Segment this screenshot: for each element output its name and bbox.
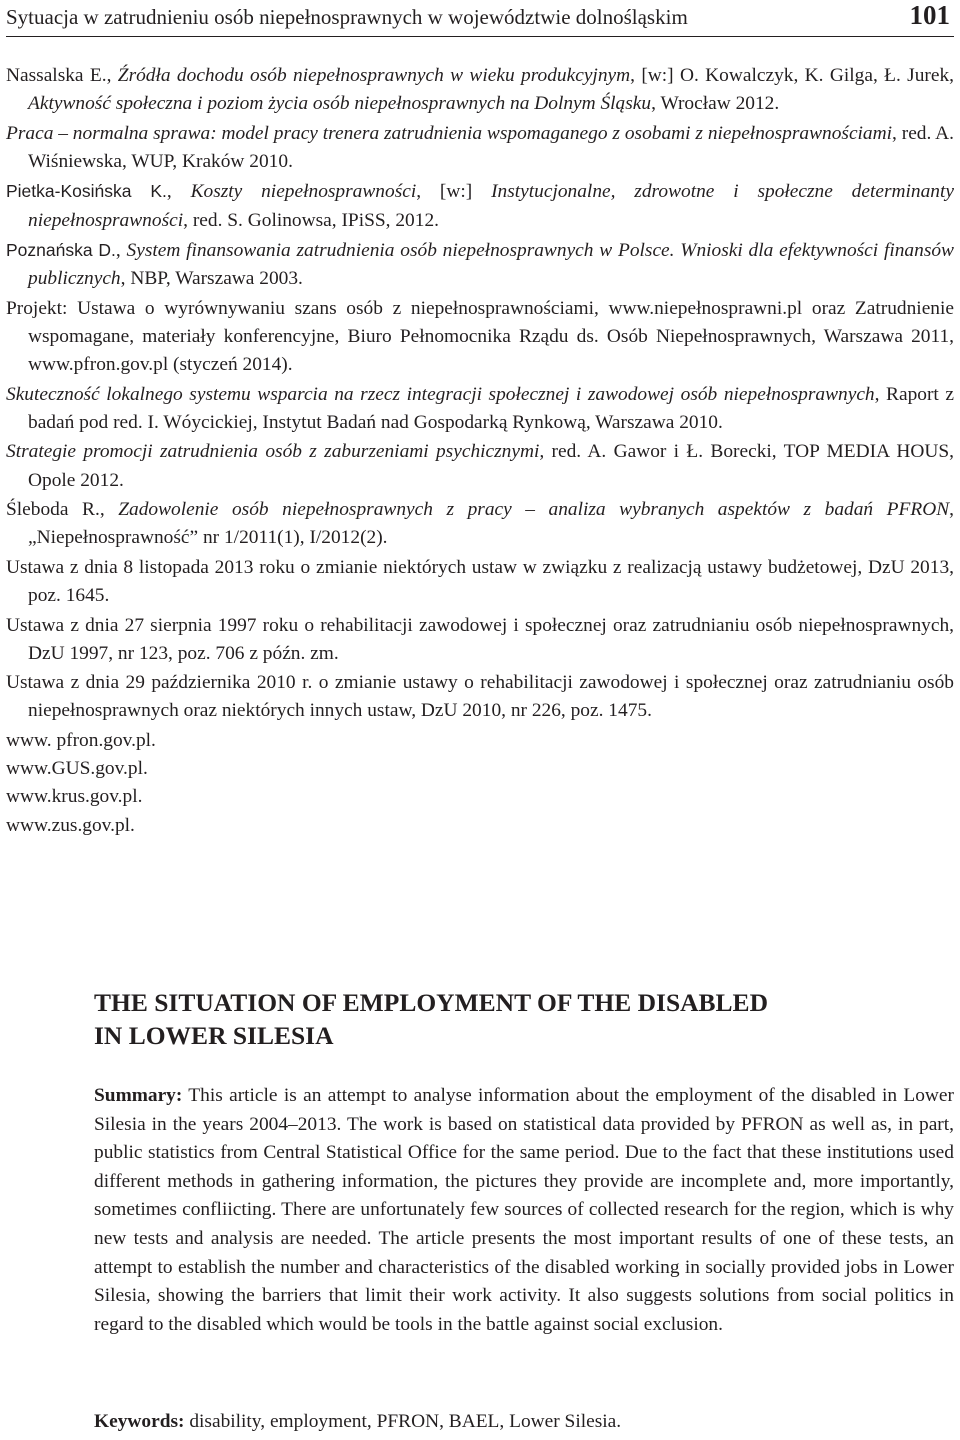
ref-segment: System finansowania zatrudnienia osób niepełnosprawnych w Polsce. Wnioski dla efektywności finansów publicznych <box>28 240 954 290</box>
reference-entry <box>6 236 954 293</box>
ref-segment: Strategie promocji zatrudnienia osób z zaburzeniami psychicznymi, <box>6 441 545 463</box>
ref-segment: Praca – normalna sprawa: model pracy trenera zatrudnienia wspomaganego z osobami z niepełnosprawnościami <box>6 122 893 144</box>
reference-entry <box>6 381 954 437</box>
keywords-label: Keywords: <box>94 1411 185 1432</box>
ref-segment: , <box>166 181 191 203</box>
summary-text: This article is an attempt to analyse information about the employment of the disabled in Lower Silesia in the years 2004–2013. The work is based on statistical data provided by PFRON as well as, in part, public statistics from Central Statistical Office for the same period. Due to the fact that these institutions used different methods in gathering information, the pictures they provide are incomplete and, more importantly, sometimes confliicting. There are unfortunately few sources of collected research for the region, which is why new tests and analysis are needed. The article presents the most important results of one of these tests, an attempt to establish the number and characteristics of the disabled working in socially provided jobs in Lower Silesia, showing the barriers that limit their work activity. It also suggests solutions from social politics in regard to the disabled which would be tools in the battle against social exclusion. <box>94 1085 954 1335</box>
ref-author: Śleboda R. <box>6 499 100 521</box>
ref-author: Pietka-Kosińska K. <box>6 181 167 202</box>
website-entry: www.zus.gov.pl. <box>6 814 135 836</box>
ref-segment: Nassalska E., <box>6 65 118 86</box>
ref-segment: , <box>99 499 119 521</box>
ref-segment: Ustawa z dnia 8 listopada 2013 roku o zmianie niektórych ustaw w związku z realizacją ustawy budżetowej, DzU 2013, poz. 1645. <box>6 556 954 607</box>
reference-entry <box>6 612 954 668</box>
website-entry: www.GUS.gov.pl. <box>6 758 148 780</box>
reference-entry <box>6 438 954 494</box>
english-summary <box>94 1082 954 1339</box>
bibliography <box>6 62 954 840</box>
english-title-line: THE SITUATION OF EMPLOYMENT OF THE DISABLED <box>94 988 768 1017</box>
ref-segment: Instytucjonalne, zdrowotne i społeczne determinanty niepełnosprawności <box>28 181 954 231</box>
ref-segment: Zadowolenie osób niepełnosprawnych z pracy – analiza wybranych aspektów z badań PFRON <box>118 499 950 521</box>
running-title: Sytuacja w zatrudnieniu osób niepełnosprawnych w województwie dolnośląskim <box>6 5 688 29</box>
ref-segment: , [w:] O. Kowalczyk, K. Gilga, Ł. Jurek, <box>630 65 955 86</box>
header-rule <box>6 36 954 37</box>
ref-segment: , „Niepełnosprawność” nr 1/2011(1), I/2012(2). <box>28 499 954 549</box>
ref-segment: red. A. Gawor i Ł. Borecki, TOP MEDIA HOUS, Opole 2012. <box>28 441 954 491</box>
keywords <box>94 1408 954 1436</box>
ref-segment: , Raport z badań pod red. I. Wóycickiej, Instytut Badań nad Gospodarką Rynkową, Warszawa 2010. <box>28 383 954 433</box>
reference-entry <box>6 177 954 234</box>
website-entry: www. pfron.gov.pl. <box>6 729 156 751</box>
ref-segment: , NBP, Warszawa 2003. <box>120 268 303 290</box>
keywords-text: disability, employment, PFRON, BAEL, Lower Silesia. <box>184 1411 622 1432</box>
ref-segment: , Wrocław 2012. <box>651 93 780 115</box>
ref-segment: Źródła dochodu osób niepełnosprawnych w wieku produkcyjnym <box>117 65 631 86</box>
reference-entry <box>6 295 954 380</box>
ref-segment: , [w:] <box>416 181 492 203</box>
reference-entry <box>6 496 954 552</box>
reference-entry <box>6 120 954 176</box>
running-header <box>6 2 954 34</box>
ref-segment: , <box>115 240 127 262</box>
ref-segment: Aktywność społeczna i poziom życia osób niepełnosprawnych na Dolnym Śląsku <box>28 93 652 115</box>
reference-entry <box>6 554 954 610</box>
english-title-line: IN LOWER SILESIA <box>94 1021 334 1050</box>
ref-author: Poznańska D. <box>6 240 116 261</box>
ref-segment: , red. S. Golinowsa, IPiSS, 2012. <box>183 209 439 231</box>
page-number: 101 <box>909 0 950 30</box>
english-title <box>94 986 874 1052</box>
summary-label: Summary: <box>94 1085 183 1106</box>
reference-entry <box>6 669 954 725</box>
ref-segment: Ustawa z dnia 27 sierpnia 1997 roku o rehabilitacji zawodowej i społecznej oraz zatrudnianiu osób niepełnosprawnych, DzU 1997, nr 123, poz. 706 z późn. zm. <box>6 614 954 664</box>
website-entry: www.krus.gov.pl. <box>6 786 143 808</box>
ref-segment: Koszty niepełnosprawności <box>190 181 417 203</box>
ref-segment: Skuteczność lokalnego systemu wsparcia na rzecz integracji społecznej i zawodowej osób niepełnosprawnych <box>6 383 875 405</box>
reference-entry <box>6 62 954 118</box>
ref-segment: Projekt: Ustawa o wyrównywaniu szans osób z niepełnosprawnościami, www.niepełnosprawni.pl oraz Zatrudnienie wspomagane, materiały konferencyjne, Biuro Pełnomocnika Rządu ds. Osób Niepełnosprawnych, Warszawa 2011, www.pfron.gov.pl (styczeń 2014). <box>6 297 954 376</box>
ref-segment: , red. A. Wiśniewska, WUP, Kraków 2010. <box>28 122 954 172</box>
ref-segment: Ustawa z dnia 29 października 2010 r. o zmianie ustawy o rehabilitacji zawodowej i społecznej oraz zatrudnianiu osób niepełnosprawnych oraz niektórych innych ustaw, DzU 2010, nr 226, poz. 1475. <box>6 672 954 722</box>
